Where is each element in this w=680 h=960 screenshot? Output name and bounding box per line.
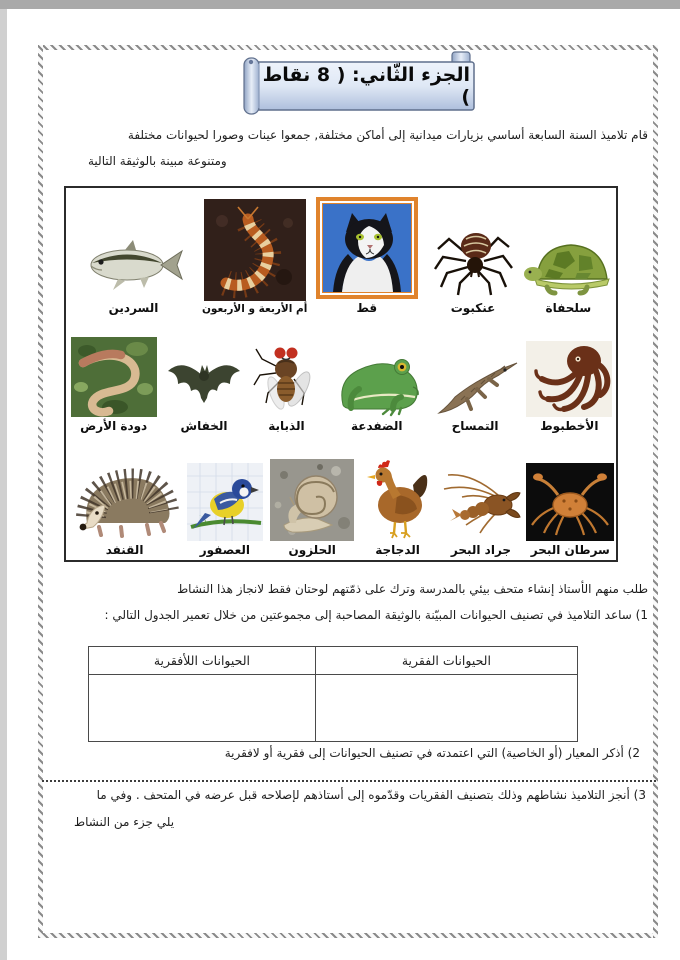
animal-label: الدجاجة [375, 543, 420, 557]
sardine-image [75, 225, 193, 299]
animal-label: الذبابة [268, 419, 305, 433]
animal-label: الحلزون [288, 543, 336, 557]
border-right [653, 45, 658, 938]
intro-line-1: قام تلاميذ السنة السابعة أساسي بزيارات ميدانية إلى أماكن مختلفة, جمعوا عينات وصورا لحيوانات مختلفة [127, 128, 648, 142]
animal-label: سلحفاة [545, 301, 592, 315]
animal-card-sardine [66, 188, 201, 318]
question-2: 2) أذكر المعيار (أو الخاصية) التي اعتمدته في تصنيف الحيوانات إلى فقرية أو لافقرية [224, 746, 640, 760]
crocodile-image [431, 351, 519, 417]
bird-image [187, 463, 263, 541]
animal-card-spider [425, 188, 520, 318]
crab-image [526, 463, 614, 541]
animal-card-bird [183, 436, 266, 560]
animal-card-frog [326, 318, 427, 436]
turtle-image [521, 229, 615, 299]
answer-dotted-line [42, 764, 656, 782]
animal-label: جراد البحر [450, 543, 512, 557]
vertebrates-header: الحيوانات الفقرية [315, 647, 577, 675]
invertebrates-cell [89, 675, 316, 742]
animal-label: دودة الأرض [80, 419, 148, 433]
animal-card-crayfish [437, 436, 524, 560]
animal-card-cat [308, 188, 425, 318]
animal-card-earthworm [66, 318, 161, 436]
animal-label: العصفور [199, 543, 250, 557]
earthworm-image [71, 337, 157, 417]
animal-card-snail [267, 436, 358, 560]
task-line-1: طلب منهم الأستاذ إنشاء متحف بيئي بالمدرسة وترك على ذمّتهم لوحتان فقط لانجاز هذا النشاط [177, 582, 648, 596]
frog-image [329, 345, 425, 417]
question-3-line-1: 3) أنجز التلاميذ نشاطهم وذلك بتصنيف الفقريات وقدّموه إلى أستاذهم لإصلاحه قبل عرضه في المتحف . وفي ما [96, 788, 646, 802]
crayfish-image [440, 467, 522, 541]
animal-card-chicken [358, 436, 437, 560]
animal-card-octopus [523, 318, 616, 436]
animal-row-1 [66, 188, 616, 318]
animal-label: عنكبوت [450, 301, 496, 315]
animal-label: القنفد [105, 543, 144, 557]
question-3-line-2: يلي جزء من النشاط [74, 815, 175, 829]
animal-label: الخفاش [180, 419, 228, 433]
banner-title: الجزء الثّاني: ( 8 نقاط ) [262, 64, 470, 108]
invertebrates-header: الحيوانات اللأفقرية [89, 647, 316, 675]
animal-document-box [64, 186, 618, 562]
section-banner [240, 50, 482, 120]
classification-table [88, 646, 578, 742]
border-left [38, 45, 43, 938]
animal-row-3 [66, 436, 616, 560]
animal-card-bat [161, 318, 246, 436]
task-line-2: 1) ساعد التلاميذ في تصنيف الحيوانات المبيّنة بالوثيقة المصاحبة إلى مجموعتين من خلال تعمير الجدول التالي : [104, 608, 648, 622]
vertebrates-cell [315, 675, 577, 742]
cat-image [322, 203, 412, 293]
spider-image [430, 219, 516, 299]
animal-card-fly [247, 318, 326, 436]
fly-image [252, 341, 320, 417]
bat-image [163, 349, 245, 417]
scan-edge-left [0, 9, 7, 960]
centipede-image [204, 199, 306, 301]
animal-row-2 [66, 318, 616, 436]
animal-card-turtle [521, 188, 616, 318]
animal-card-crocodile [427, 318, 522, 436]
animal-label: أم الأربعة و الأربعون [201, 303, 308, 315]
snail-image [270, 459, 354, 541]
octopus-image [526, 341, 612, 417]
scan-edge-top [0, 0, 680, 9]
animal-label: قط [356, 301, 378, 315]
hedgehog-image [69, 457, 181, 541]
animal-label: التمساح [451, 419, 499, 433]
animal-label: سرطان البحر [530, 543, 610, 557]
intro-line-2: ومتنوعة مبينة بالوثيقة التالية [88, 154, 227, 168]
chicken-image [363, 455, 433, 541]
animal-label: السردين [108, 301, 159, 315]
animal-label: الأخطبوط [540, 419, 599, 433]
animal-label: الضفدعة [350, 419, 403, 433]
animal-card-hedgehog [66, 436, 183, 560]
animal-card-centipede [201, 188, 308, 318]
border-bottom [38, 933, 658, 938]
highlight-frame [316, 197, 418, 299]
animal-card-crab [525, 436, 616, 560]
